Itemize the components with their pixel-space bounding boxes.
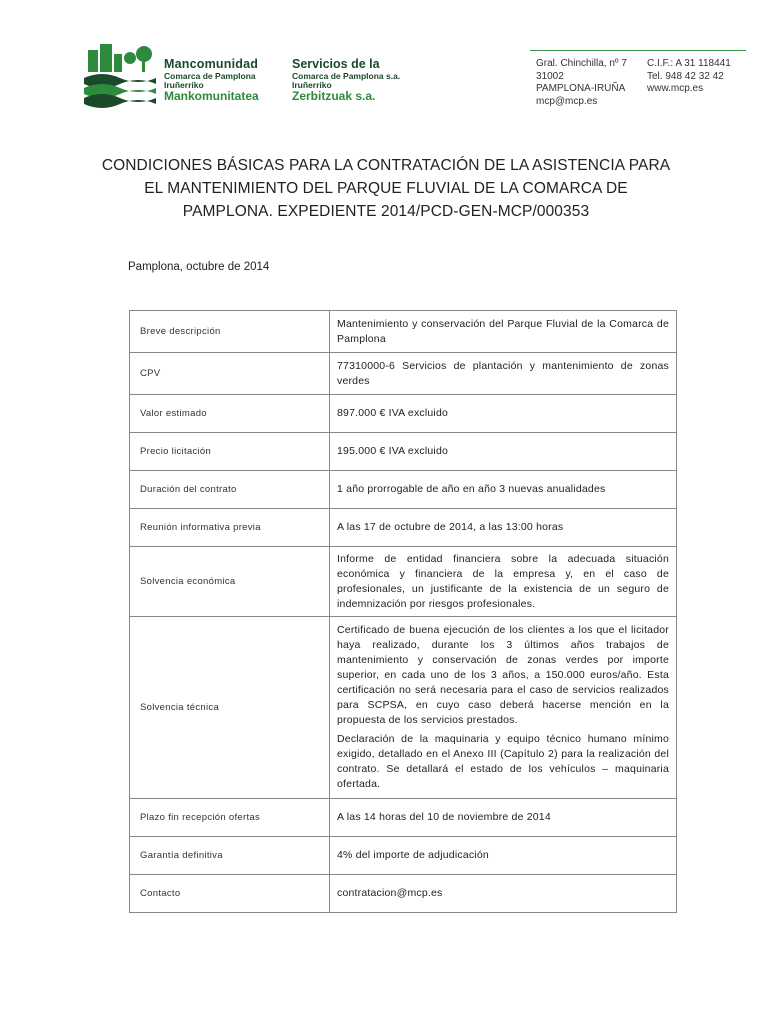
org1-name: [164, 58, 259, 104]
row-label: Solvencia técnica: [130, 617, 330, 799]
row-value: A las 17 de octubre de 2014, a las 13:00 horas: [330, 509, 677, 547]
address-line2: 31002: [536, 70, 564, 82]
document-date: Pamplona, octubre de 2014: [128, 261, 270, 273]
org2-name: [292, 58, 400, 104]
row-label: Valor estimado: [130, 395, 330, 433]
web-link[interactable]: www.mcp.es: [647, 83, 704, 94]
row-label: Reunión informativa previa: [130, 509, 330, 547]
table-row: [130, 837, 677, 875]
row-value-paragraph: Declaración de la maquinaria y equipo técnico humano mínimo exigido, detallado en el Anexo III (Capítulo 2) para la realización del contrato. Se detallará el estado de los vehículos – maquinaria ofertada.: [337, 733, 669, 790]
table-row: [130, 799, 677, 837]
address-email[interactable]: mcp@mcp.es: [536, 95, 598, 107]
org2-line1: Servicios de la: [292, 57, 380, 71]
row-label: Precio licitación: [130, 433, 330, 471]
table-row: [130, 875, 677, 913]
row-label: Contacto: [130, 875, 330, 913]
table-row: [130, 547, 677, 617]
row-value: 1 año prorrogable de año en año 3 nuevas anualidades: [330, 471, 677, 509]
org1-line1: Mancomunidad: [164, 57, 259, 71]
row-value: 897.000 € IVA excluido: [330, 395, 677, 433]
org1-line2: Comarca de Pamplona: [164, 70, 256, 81]
row-label: Breve descripción: [130, 311, 330, 353]
table-row: [130, 433, 677, 471]
contact-block: [647, 58, 731, 96]
row-value: A las 14 horas del 10 de noviembre de 2014: [330, 799, 677, 837]
row-value: [330, 617, 677, 799]
table-row: [130, 311, 677, 353]
address-line3: PAMPLONA-IRUÑA: [536, 83, 626, 94]
row-value-paragraph: Certificado de buena ejecución de los clientes a los que el licitador haya realizado, durante los 3 últimos años trabajos de mantenimiento y conservación de zonas verdes por importe superior, en cada uno de los 3 años, a 150.000 euros/año. Esta certificación no será necesaria para el caso de servicios realizados para SCPSA, en cuyo caso deberá hacerse mención en la propuesta de los servicios prestados.: [337, 624, 669, 726]
table-row: [130, 395, 677, 433]
address-block: [536, 58, 627, 108]
conditions-table: [129, 310, 677, 913]
mancomunidad-logo-icon: [84, 44, 156, 110]
org1-line3: Iruñerriko: [164, 80, 204, 91]
tel-text: Tel. 948 42 32 42: [647, 70, 724, 82]
header-rule: [530, 50, 746, 51]
row-value: Mantenimiento y conservación del Parque Fluvial de la Comarca de Pamplona: [330, 311, 677, 353]
row-value: 77310000-6 Servicios de plantación y mantenimiento de zonas verdes: [330, 353, 677, 395]
table-row: [130, 353, 677, 395]
row-value: 4% del importe de adjudicación: [330, 837, 677, 875]
letterhead: [84, 44, 744, 116]
org2-line4: Zerbitzuak s.a.: [292, 89, 376, 104]
row-label: Garantía definitiva: [130, 837, 330, 875]
row-value: Informe de entidad financiera sobre la adecuada situación económica y financiera de la empresa y, en el caso de profesionales, un justificante de la existencia de un seguro de indemnización por riesgos profesionales.: [330, 547, 677, 617]
org2-line3: Iruñerriko: [292, 80, 332, 91]
document-title: CONDICIONES BÁSICAS PARA LA CONTRATACIÓN DE LA ASISTENCIA PARA EL MANTENIMIENTO DEL PARQUE FLUVIAL DE LA COMARCA DE PAMPLONA. EXPEDIENTE 2014/PCD-GEN-MCP/000353: [101, 157, 671, 220]
row-label: Duración del contrato: [130, 471, 330, 509]
row-value: 195.000 € IVA excluido: [330, 433, 677, 471]
contact-email-link[interactable]: contratacion@mcp.es: [330, 875, 677, 913]
org1-line4: Mankomunitatea: [164, 89, 259, 104]
table-row: [130, 471, 677, 509]
row-label: Plazo fin recepción ofertas: [130, 799, 330, 837]
org2-line2: Comarca de Pamplona s.a.: [292, 70, 401, 81]
table-row: [130, 509, 677, 547]
address-line1: Gral. Chinchilla, nº 7: [536, 58, 627, 69]
row-label: Solvencia económica: [130, 547, 330, 617]
row-label: CPV: [130, 353, 330, 395]
cif-text: C.I.F.: A 31 118441: [647, 58, 731, 69]
table-row: [130, 617, 677, 799]
